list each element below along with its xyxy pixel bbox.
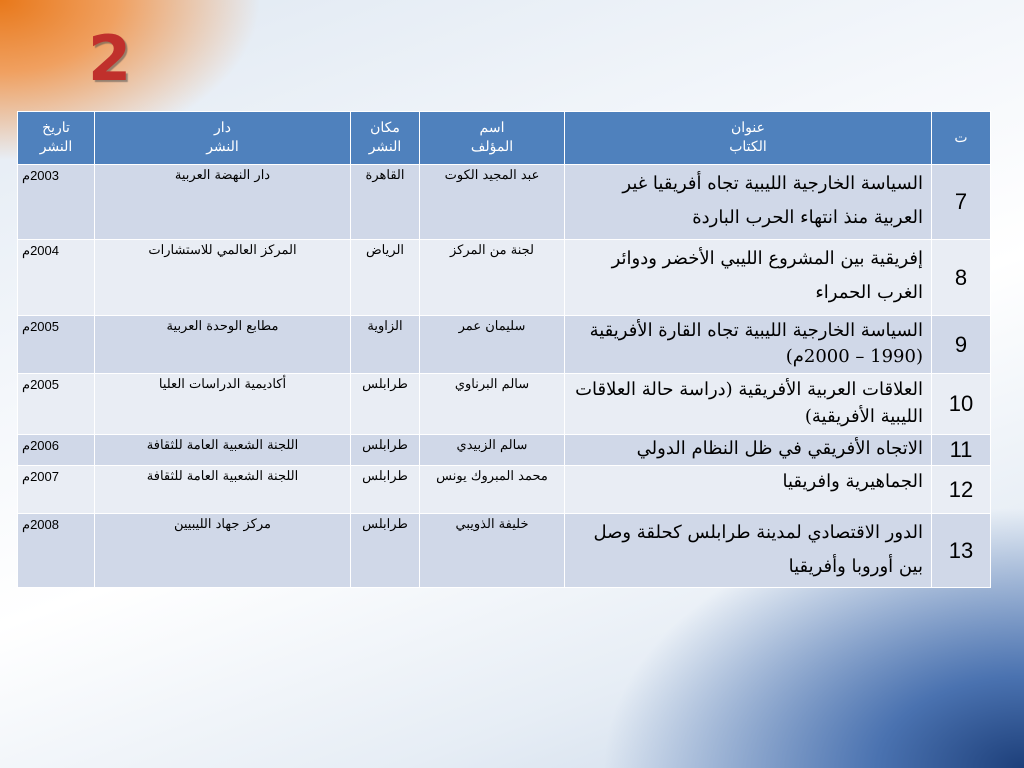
row-author: خليفة الذويبي — [420, 514, 565, 588]
row-number: 12 — [932, 466, 991, 514]
row-number: 9 — [932, 316, 991, 374]
table-row — [18, 165, 991, 240]
row-place: القاهرة — [351, 165, 420, 240]
row-title: الجماهيرية وافريقيا — [565, 466, 932, 514]
table-row — [18, 466, 991, 514]
header-date: تاريخ النشر — [18, 112, 95, 165]
row-author: محمد المبروك يونس — [420, 466, 565, 514]
row-publisher: اللجنة الشعبية العامة للثقافة — [95, 435, 351, 466]
row-publisher: أكاديمية الدراسات العليا — [95, 374, 351, 435]
row-date: 2006م — [18, 435, 95, 466]
row-place: طرابلس — [351, 374, 420, 435]
row-date: 2004م — [18, 240, 95, 316]
row-date: 2003م — [18, 165, 95, 240]
row-author: سالم البرناوي — [420, 374, 565, 435]
row-date: 2008م — [18, 514, 95, 588]
row-author: سالم الزبيدي — [420, 435, 565, 466]
books-table — [17, 111, 991, 588]
row-date: 2007م — [18, 466, 95, 514]
row-date: 2005م — [18, 316, 95, 374]
row-number: 13 — [932, 514, 991, 588]
row-title: إفريقية بين المشروع الليبي الأخضر ودوائر الغرب الحمراء — [565, 240, 932, 316]
table-header-row — [18, 112, 991, 165]
row-number: 8 — [932, 240, 991, 316]
row-place: طرابلس — [351, 435, 420, 466]
row-place: الزاوية — [351, 316, 420, 374]
header-place: مكان النشر — [351, 112, 420, 165]
row-number: 10 — [932, 374, 991, 435]
table-row — [18, 435, 991, 466]
row-title: العلاقات العربية الأفريقية (دراسة حالة العلاقات الليبية الأفريقية) — [565, 374, 932, 435]
row-publisher: المركز العالمي للاستشارات — [95, 240, 351, 316]
table-row — [18, 374, 991, 435]
table-row — [18, 514, 991, 588]
row-title: الاتجاه الأفريقي في ظل النظام الدولي — [565, 435, 932, 466]
row-place: طرابلس — [351, 514, 420, 588]
row-title: السياسة الخارجية الليبية تجاه أفريقيا غير العربية منذ انتهاء الحرب الباردة — [565, 165, 932, 240]
row-date: 2005م — [18, 374, 95, 435]
row-publisher: اللجنة الشعبية العامة للثقافة — [95, 466, 351, 514]
row-number: 7 — [932, 165, 991, 240]
row-place: طرابلس — [351, 466, 420, 514]
header-publisher: دار النشر — [95, 112, 351, 165]
row-publisher: دار النهضة العربية — [95, 165, 351, 240]
row-title: السياسة الخارجية الليبية تجاه القارة الأفريقية (1990 – 2000م) — [565, 316, 932, 374]
row-author: لجنة من المركز — [420, 240, 565, 316]
header-num: ت — [932, 112, 991, 165]
header-title: عنوان الكتاب — [565, 112, 932, 165]
row-place: الرياض — [351, 240, 420, 316]
table-row — [18, 240, 991, 316]
row-number: 11 — [932, 435, 991, 466]
row-author: عبد المجيد الكوت — [420, 165, 565, 240]
row-publisher: مطابع الوحدة العربية — [95, 316, 351, 374]
slide-number: 2 — [88, 22, 132, 95]
row-author: سليمان عمر — [420, 316, 565, 374]
row-publisher: مركز جهاد الليبيين — [95, 514, 351, 588]
row-title: الدور الاقتصادي لمدينة طرابلس كحلقة وصل بين أوروبا وأفريقيا — [565, 514, 932, 588]
header-author: اسم المؤلف — [420, 112, 565, 165]
table-row — [18, 316, 991, 374]
